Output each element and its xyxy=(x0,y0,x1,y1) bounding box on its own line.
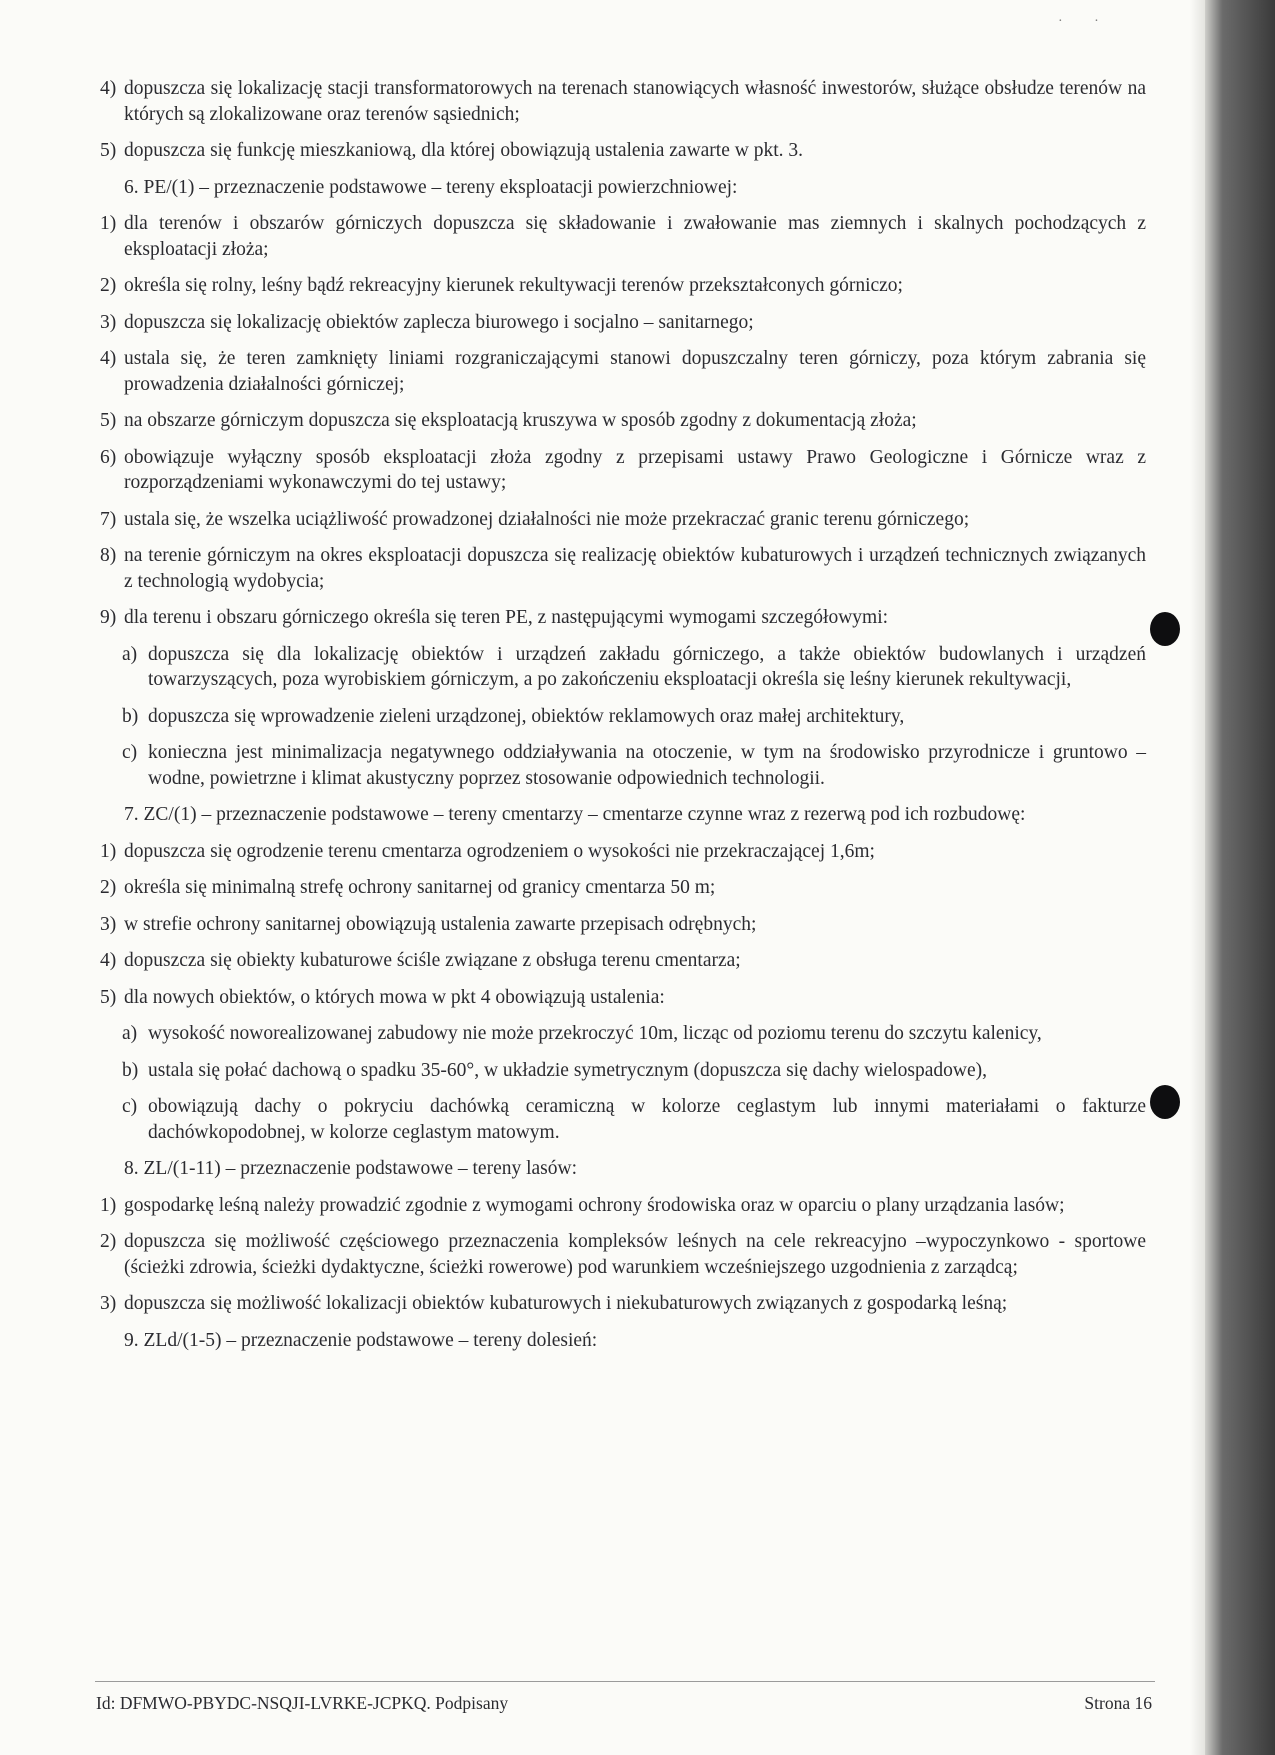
item-number: 1) xyxy=(100,840,117,862)
item-number: 6) xyxy=(100,446,117,468)
document-id: Id: DFMWO-PBYDC-NSQJI-LVRKE-JCPKQ. Podpisany xyxy=(96,1693,509,1713)
list-item xyxy=(88,1193,1146,1219)
list-item xyxy=(88,273,1146,299)
item-text: ustala się, że wszelka uciążliwość prowadzonej działalności nie może przekraczać granic terenu górniczego; xyxy=(124,508,970,530)
list-item xyxy=(88,138,1146,164)
sub-item-text: ustala się połać dachową o spadku 35-60°, w układzie symetrycznym (dopuszcza się dachy wielospadowe), xyxy=(148,1059,987,1081)
item-text: dopuszcza się możliwość lokalizacji obiektów kubaturowych i niekubaturowych związanych z gospodarką leśną; xyxy=(124,1293,1008,1314)
list-item xyxy=(88,839,1146,865)
sub-item-text: konieczna jest minimalizacja negatywnego oddziaływania na otoczenie, w tym na środowisko przyrodnicze i gruntowo – wodne, powietrzne i klimat akustyczny poprzez stosowanie odpowiednich technologii. xyxy=(148,742,1146,789)
page-number: Strona 16 xyxy=(1084,1693,1152,1713)
item-number: 9) xyxy=(100,607,117,628)
list-item xyxy=(88,912,1146,938)
item-text: na obszarze górniczym dopuszcza się eksploatacją kruszywa w sposób zgodny z dokumentacją złoża; xyxy=(124,410,917,431)
item-number: 3) xyxy=(100,311,117,333)
list-item xyxy=(88,985,1146,1011)
list-item xyxy=(88,445,1146,496)
list-item xyxy=(88,310,1146,336)
section-heading: 9. ZLd/(1-5) – przeznaczenie podstawowe – tereny dolesień: xyxy=(124,1329,598,1351)
item-text: gospodarkę leśną należy prowadzić zgodnie z wymogami ochrony środowiska oraz w oparciu o plany urządzania lasów; xyxy=(124,1194,1065,1216)
punch-hole-upper xyxy=(1150,612,1180,646)
list-item xyxy=(88,211,1146,262)
section-heading: 6. PE/(1) – przeznaczenie podstawowe – tereny eksploatacji powierzchniowej: xyxy=(124,176,738,198)
sub-item-text: dopuszcza się dla lokalizację obiektów i urządzeń zakładu górniczego, a także obiektów budowlanych i urządzeń towarzyszących, poza wyrobiskiem górniczym, a po zakończeniu eksploatacji określa się leśny kierunek rekultywacji, xyxy=(148,643,1146,690)
item-text: dopuszcza się lokalizację obiektów zaplecza biurowego i socjalno – sanitarnego; xyxy=(124,311,754,333)
item-text: dopuszcza się możliwość częściowego przeznaczenia kompleksów leśnych na cele rekreacyjno –wypoczynkowo - sportowe (ścieżki zdrowia, ścieżki dydaktyczne, ścieżki rowerowe) pod warunkiem wcześniejszego uzgodnienia z zarządcą; xyxy=(124,1231,1146,1278)
item-text: określa się minimalną strefę ochrony sanitarnej od granicy cmentarza 50 m; xyxy=(124,877,716,898)
item-text: dopuszcza się funkcję mieszkaniową, dla której obowiązują ustalenia zawarte w pkt. 3. xyxy=(124,140,803,161)
list-item xyxy=(88,1229,1146,1280)
item-text: dla terenów i obszarów górniczych dopuszcza się składowanie i zwałowanie mas ziemnych i skalnych pochodzących z eksploatacji złoża; xyxy=(124,213,1146,260)
sub-item-letter: a) xyxy=(122,643,138,665)
sub-item-text: dopuszcza się wprowadzenie zieleni urządzonej, obiektów reklamowych oraz małej architektury, xyxy=(148,705,905,727)
list-item xyxy=(88,875,1146,901)
section-heading: 7. ZC/(1) – przeznaczenie podstawowe – tereny cmentarzy – cmentarze czynne wraz z rezerwą pod ich rozbudowę: xyxy=(124,804,1026,825)
scan-edge-shadow xyxy=(1205,0,1275,1755)
list-item xyxy=(88,76,1146,127)
item-number: 2) xyxy=(100,1231,117,1252)
list-item xyxy=(88,507,1146,533)
section-heading: 8. ZL/(1-11) – przeznaczenie podstawowe – tereny lasów: xyxy=(124,1158,578,1179)
page-footer xyxy=(96,1693,1152,1714)
sub-item xyxy=(88,704,1146,730)
item-text: dla nowych obiektów, o których mowa w pkt 4 obowiązują ustalenia: xyxy=(124,986,665,1008)
item-text: dopuszcza się obiekty kubaturowe ściśle związane z obsługa terenu cmentarza; xyxy=(124,950,741,971)
item-text: ustala się, że teren zamknięty liniami rozgraniczającymi stanowi dopuszczalny teren górniczy, poza którym zabrania się prowadzenia działalności górniczej; xyxy=(124,348,1146,395)
sub-item xyxy=(88,1094,1146,1145)
document-body xyxy=(88,76,1146,1364)
item-number: 5) xyxy=(100,140,117,161)
sub-item-letter: b) xyxy=(122,1059,139,1081)
item-number: 2) xyxy=(100,275,117,296)
sub-item-text: wysokość noworealizowanej zabudowy nie może przekroczyć 10m, licząc od poziomu terenu do szczytu kalenicy, xyxy=(148,1023,1042,1044)
item-number: 4) xyxy=(100,950,117,971)
item-number: 2) xyxy=(100,877,117,898)
sub-item xyxy=(88,1058,1146,1084)
list-item xyxy=(88,1291,1146,1317)
item-number: 4) xyxy=(100,78,117,99)
item-number: 5) xyxy=(100,986,117,1008)
item-number: 7) xyxy=(100,508,117,530)
item-text: dopuszcza się ogrodzenie terenu cmentarza ogrodzeniem o wysokości nie przekraczającej 1,6m; xyxy=(124,840,875,862)
sub-item xyxy=(88,1021,1146,1047)
item-number: 1) xyxy=(100,1194,117,1216)
list-item xyxy=(88,543,1146,594)
item-number: 1) xyxy=(100,213,117,234)
item-number: 4) xyxy=(100,348,117,369)
item-text: dla terenu i obszaru górniczego określa się teren PE, z następującymi wymogami szczegółowymi: xyxy=(124,607,889,628)
sub-item-letter: a) xyxy=(122,1023,138,1044)
item-number: 3) xyxy=(100,1293,117,1314)
list-item xyxy=(88,605,1146,631)
sub-item-letter: b) xyxy=(122,705,139,727)
item-text: obowiązuje wyłączny sposób eksploatacji złoża zgodny z przepisami ustawy Prawo Geologiczne i Górnicze wraz z rozporządzeniami wykonawczymi do tej ustawy; xyxy=(124,446,1146,493)
sub-item xyxy=(88,642,1146,693)
sub-item-text: obowiązują dachy o pokryciu dachówką ceramiczną w kolorze ceglastym lub innymi materiałami o fakturze dachówkopodobnej, w kolorze ceglastym matowym. xyxy=(148,1096,1146,1143)
scan-specks: · · xyxy=(1058,14,1113,29)
sub-item-letter: c) xyxy=(122,1096,138,1117)
list-item xyxy=(88,948,1146,974)
item-text: określa się rolny, leśny bądź rekreacyjny kierunek rekultywacji terenów przekształconych górniczo; xyxy=(124,275,903,296)
item-number: 5) xyxy=(100,410,117,431)
sub-item xyxy=(88,740,1146,791)
sub-item-letter: c) xyxy=(122,742,138,763)
item-text: w strefie ochrony sanitarnej obowiązują ustalenia zawarte przepisach odrębnych; xyxy=(124,913,757,935)
list-item xyxy=(88,408,1146,434)
footer-divider xyxy=(95,1681,1155,1682)
item-number: 8) xyxy=(100,545,117,566)
item-text: dopuszcza się lokalizację stacji transformatorowych na terenach stanowiących własność inwestorów, służące obsłudze terenów na których są zlokalizowane oraz terenów sąsiednich; xyxy=(124,78,1146,125)
punch-hole-lower xyxy=(1150,1085,1180,1119)
item-text: na terenie górniczym na okres eksploatacji dopuszcza się realizację obiektów kubaturowych i urządzeń technicznych związanych z technologią wydobycia; xyxy=(124,545,1146,592)
item-number: 3) xyxy=(100,913,117,935)
list-item xyxy=(88,346,1146,397)
